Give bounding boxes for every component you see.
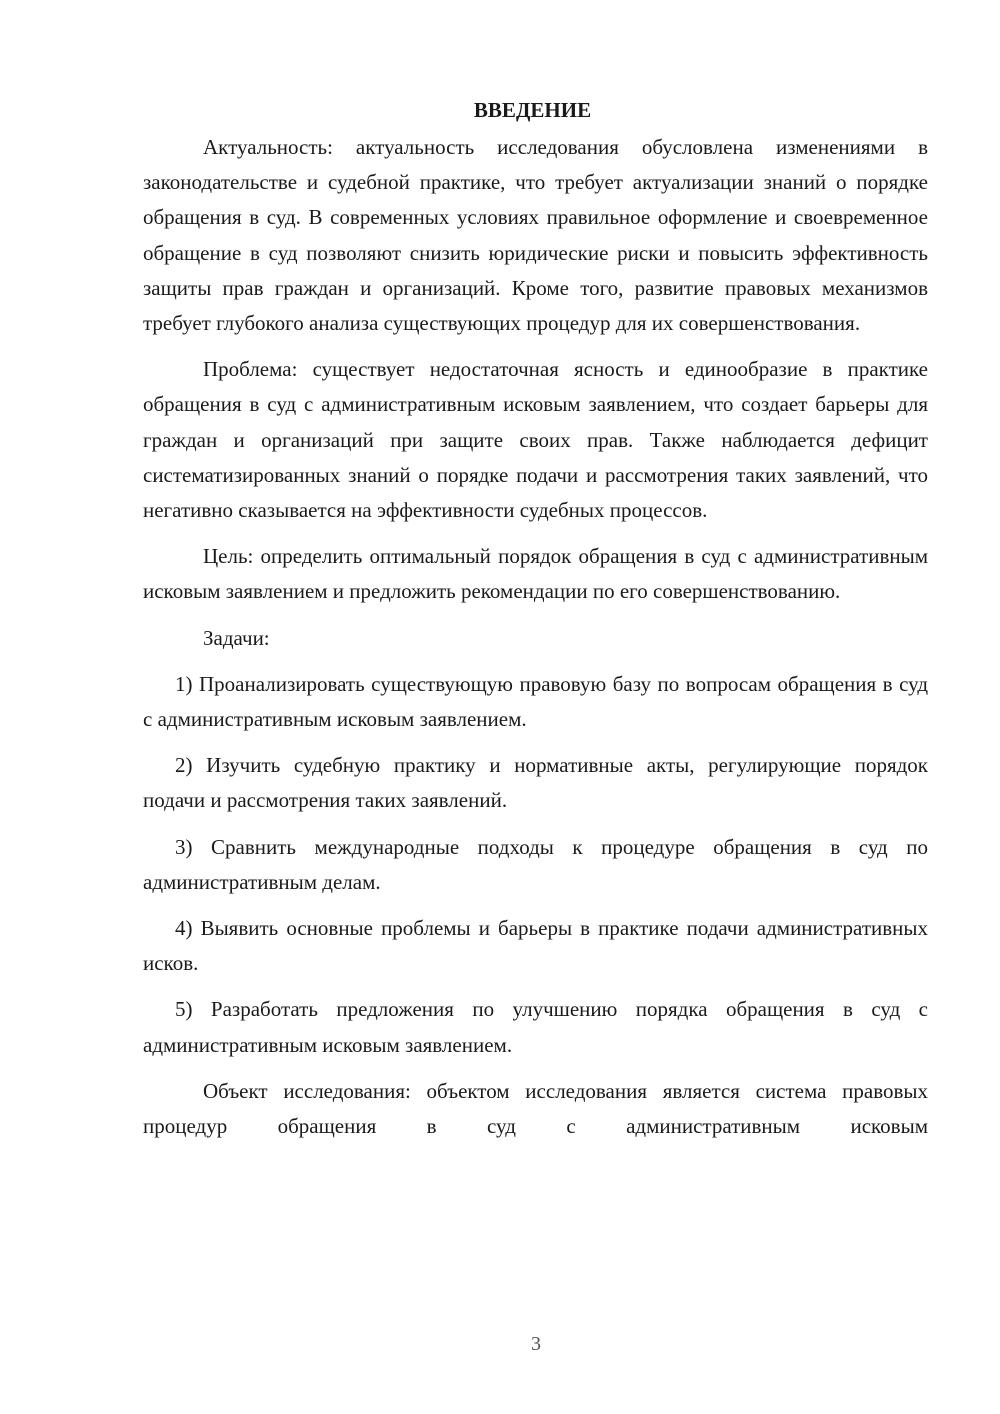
- tasks-heading: Задачи:: [203, 625, 270, 650]
- task-item-3: 3) Сравнить международные подходы к процедуре обращения в суд по административным делам.: [143, 834, 928, 894]
- problem-paragraph: Проблема: существует недостаточная ясность и единообразие в практике обращения в суд с административным исковым заявлением, что создает барьеры для граждан и организаций при защите своих прав. Также наблюдается дефицит систематизированных знаний о порядке подачи и рассмотрения таких заявлений, что негативно сказывается на эффективности судебных процессов.: [143, 357, 928, 523]
- section-heading: ВВЕДЕНИЕ: [473, 98, 592, 122]
- relevance-paragraph: Актуальность: актуальность исследования обусловлена изменениями в законодательстве и судебной практике, что требует актуализации знаний о порядке обращения в суд. В современных условиях правильное оформление и своевременное обращение в суд позволяют снизить юридические риски и повысить эффективность защиты прав граждан и организаций. Кроме того, развитие правовых механизмов требует глубокого анализа существующих процедур для их совершенствования.: [143, 135, 928, 336]
- task-item-2: 2) Изучить судебную практику и нормативные акты, регулирующие порядок подачи и рассмотрения таких заявлений.: [143, 753, 928, 813]
- page-number: 3: [531, 1333, 541, 1355]
- object-paragraph: Объект исследования: объектом исследования является система правовых процедур обращения в суд с административным исковым: [143, 1078, 928, 1139]
- task-item-5: 5) Разработать предложения по улучшению порядка обращения в суд с административным исковым заявлением.: [143, 997, 928, 1057]
- task-item-1: 1) Проанализировать существующую правовую базу по вопросам обращения в суд с административным исковым заявлением.: [143, 671, 928, 732]
- goal-paragraph: Цель: определить оптимальный порядок обращения в суд с административным исковым заявлением и предложить рекомендации по его совершенствованию.: [143, 544, 928, 604]
- task-item-4: 4) Выявить основные проблемы и барьеры в практике подачи административных исков.: [143, 916, 928, 976]
